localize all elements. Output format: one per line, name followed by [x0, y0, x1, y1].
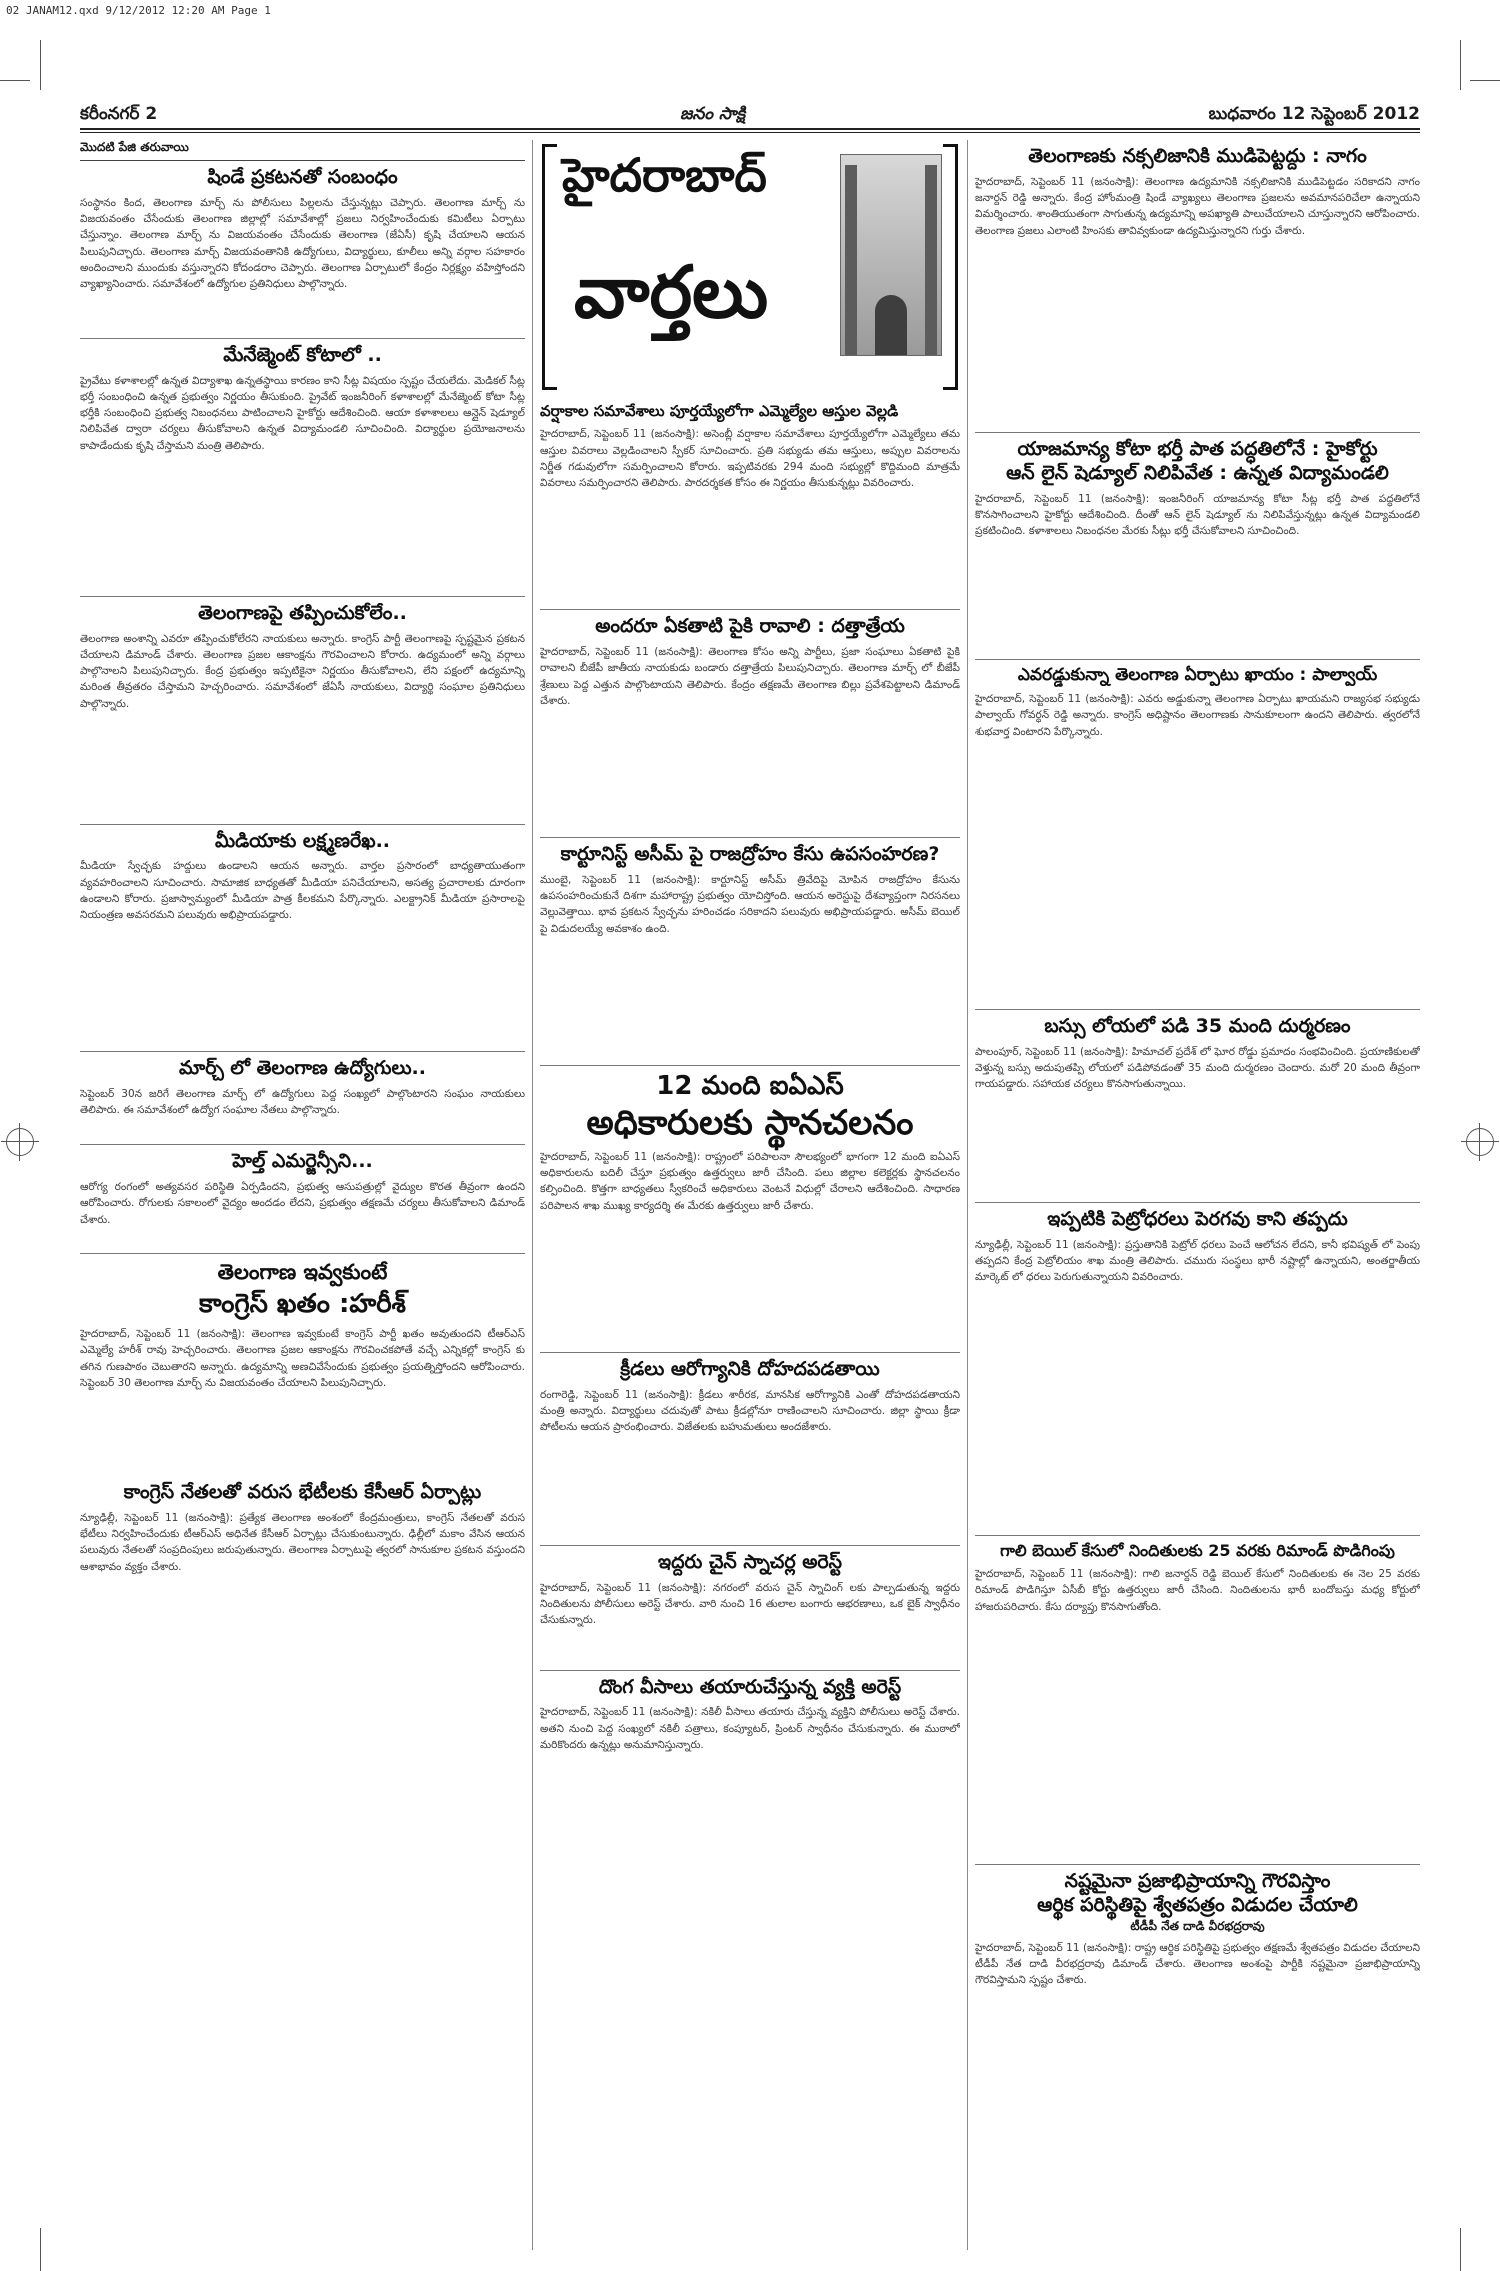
crop-mark — [40, 2228, 41, 2271]
article-kicker-headline: తెలంగాణ ఇవ్వకుంటే — [217, 1260, 388, 1285]
article-divider — [975, 1009, 1420, 1010]
article-body: న్యూఢిల్లీ, సెప్టెంబర్ 11 (జనంసాక్షి): ప్రత్యేక తెలంగాణ అంశంలో కేంద్రమంత్రులు, కాంగ్రెస్ నేతలతో వరుస భేటీలు నిర్వహించేందుకు టీఆర్ఎస్ అధినేత కేసీఆర్ ఏర్పాట్లు చేసుకుంటున్నారు. ఢిల్లీలో మకాం వేసిన ఆయన పలువురు నేతలతో సంప్రదింపులు జరుపుతున్నారు. తెలంగాణ ఏర్పాటుపై త్వరలో సానుకూల ప్రకటన వస్తుందని ఆశాభావం వ్యక్తం చేశారు. — [80, 1511, 525, 1573]
article-divider — [975, 432, 1420, 433]
article-headline: మీడియాకు లక్ష్మణరేఖ.. — [214, 829, 391, 852]
article-body: హైదరాబాద్, సెప్టెంబర్ 11 (జనంసాక్షి): నకిలీ వీసాలు తయారు చేస్తున్న వ్యక్తిని పోలీసులు అరెస్ట్ చేశారు. అతని నుంచి పెద్ద సంఖ్యలో నకిలీ పత్రాలు, కంప్యూటర్, ప్రింటర్ స్వాధీనం చేసుకున్నారు. ఈ ముఠాలో మరికొందరు ఉన్నట్లు అనుమానిస్తున్నారు. — [540, 1706, 960, 1751]
column-divider — [967, 140, 968, 2250]
column-divider — [532, 140, 533, 2250]
article-headline: అధికారులకు స్థానచలనం — [586, 1102, 914, 1143]
crop-mark — [1460, 40, 1461, 90]
file-slug: 02 JANAM12.qxd 9/12/2012 12:20 AM Page 1 — [6, 4, 271, 17]
article-divider — [540, 609, 960, 610]
charminar-photo — [840, 154, 942, 356]
article-body: హైదరాబాద్, సెప్టెంబర్ 11 (జనంసాక్షి): తెలంగాణ ఉద్యమానికి నక్సలిజానికి ముడిపెట్టడం సరికాదని నాగం జనార్దన్ రెడ్డి అన్నారు. కేంద్ర హోంమంత్రి షిండే వ్యాఖ్యలు తెలంగాణ ప్రజలను అవమానపరిచేలా ఉన్నాయని విమర్శించారు. శాంతియుతంగా సాగుతున్న ఉద్యమాన్ని అపఖ్యాతి పాలుచేయాలని చూస్తున్నారని ఆరోపించారు. తెలంగాణ ప్రజలు ఎలాంటి హింసకు తావివ్వకుండా ఉద్యమిస్తున్నారని గుర్తు చేశారు. — [975, 175, 1420, 237]
article-divider — [540, 1545, 960, 1546]
article-body: హైదరాబాద్, సెప్టెంబర్ 11 (జనంసాక్షి): తెలంగాణ ఇవ్వకుంటే కాంగ్రెస్ పార్టీ ఖతం అవుతుందని టీఆర్ఎస్ ఎమ్మెల్యే హరీశ్ రావు హెచ్చరించారు. తెలంగాణ ప్రజల ఆకాంక్షను గౌరవించకపోతే వచ్చే ఎన్నికల్లో కాంగ్రెస్ కు తగిన గుణపాఠం చెబుతారని అన్నారు. ఉద్యమాన్ని అణచివేసేందుకు ప్రభుత్వం ప్రయత్నిస్తోందని ఆరోపించారు. సెప్టెంబర్ 30 తెలంగాణ మార్చ్ ను విజయవంతం చేయాలని పిలుపునిచ్చారు. — [80, 1328, 525, 1389]
crop-mark — [40, 40, 41, 90]
article-headline: వర్షాకాల సమావేశాలు పూర్తయ్యేలోగా ఎమ్మెల్యేల ఆస్తుల వెల్లడి — [540, 402, 899, 420]
newspaper-logo: జనం సాక్షి — [680, 104, 746, 124]
article-headline: ఎవరడ్డుకున్నా తెలంగాణ ఏర్పాటు ఖాయం : పాల్వాయ్ — [1017, 664, 1378, 685]
article-headline: షిండే ప్రకటనతో సంబంధం — [207, 166, 398, 188]
article-headline: క్రీడలు ఆరోగ్యానికి దోహదపడతాయి — [620, 1357, 880, 1380]
article-body: హైదరాబాద్, సెప్టెంబర్ 11 (జనంసాక్షి): అసెంబ్లీ వర్షాకాల సమావేశాలు పూర్తయ్యేలోగా ఎమ్మెల్యేలు తమ ఆస్తుల వివరాలు వెల్లడించాలని స్పీకర్ సూచించారు. ప్రతి సభ్యుడు తమ ఆస్తులు, అప్పుల వివరాలను నిర్ణీత గడువులోగా సమర్పించాలని కోరారు. ఇప్పటివరకు 294 మంది సభ్యుల్లో కొద్దిమంది మాత్రమే వివరాలు సమర్పించారని తెలిపారు. పారదర్శకత కోసం ఈ నిర్ణయం తీసుకున్నట్లు వివరించారు. — [540, 428, 960, 490]
article-body: ప్రైవేటు కళాశాలల్లో ఉన్నత విద్యాశాఖ ఉన్నతస్థాయి కారణం కాని సీట్ల విషయం స్పష్టం చేయలేదు. మెడికల్ సీట్ల భర్తీ సంబంధించి ఉన్నత ప్రభుత్వం నిర్ణయం తీసుకుంది. ప్రైవేట్ ఇంజనీరింగ్ కళాశాలల్లో మేనేజ్మెంట్ కోటా సీట్ల భర్తీకి సంబంధించి ప్రభుత్వ నిబంధనలు పాటించాలని హైకోర్టు ఆదేశించింది. ఆయా కళాశాలలు ఆన్లైన్ షెడ్యూల్ నిలిపివేత ద్వారా చర్యలు తీసుకోవాలని ఉన్నత విద్యామండలి సూచించింది. విద్యార్థుల ప్రయోజనాలను కాపాడేందుకు కృషి చేస్తామని మంత్రి తెలిపారు. — [80, 374, 525, 452]
article-divider — [80, 596, 525, 597]
arch-shape — [875, 295, 907, 355]
article — [80, 345, 525, 588]
article-headline: దొంగ వీసాలు తయారుచేస్తున్న వ్యక్తి అరెస్ట్ — [598, 1675, 902, 1698]
article-headline: తెలంగాణకు నక్సలిజానికి ముడిపెట్టద్దు : నాగం — [1028, 145, 1367, 167]
article-headline: నష్టమైనా ప్రజాభిప్రాయాన్ని గౌరవిస్తాం — [1064, 1870, 1331, 1893]
article-body: రంగారెడ్డి, సెప్టెంబర్ 11 (జనంసాక్షి): క్రీడలు శారీరక, మానసిక ఆరోగ్యానికి ఎంతో దోహదపడతాయని మంత్రి అన్నారు. విద్యార్థులు చదువుతో పాటు క్రీడల్లోనూ రాణించాలని సూచించారు. జిల్లా స్థాయి క్రీడా పోటీలను ఆయన ప్రారంభించారు. విజేతలకు బహుమతులు అందజేశారు. — [540, 1388, 960, 1434]
article-body: తెలంగాణ అంశాన్ని ఎవరూ తప్పించుకోలేరని నాయకులు అన్నారు. కాంగ్రెస్ పార్టీ తెలంగాణపై స్పష్టమైన ప్రకటన చేయాలని డిమాండ్ చేశారు. తెలంగాణ ప్రజల ఆకాంక్షను గౌరవించాలని కోరారు. ఉద్యమంలో అన్ని వర్గాలు పాల్గొనాలని పిలుపునిచ్చారు. కేంద్ర ప్రభుత్వం ఇప్పటికైనా నిర్ణయం తీసుకోవాలని, లేని పక్షంలో ఉద్యమాన్ని మరింత తీవ్రతరం చేస్తామని హెచ్చరించారు. సమావేశంలో జేఏసీ నాయకులు, విద్యార్థి సంఘాల ప్రతినిధులు పాల్గొన్నారు. — [80, 632, 525, 710]
article-headline: బస్సు లోయలో పడి 35 మంది దుర్మరణం — [1044, 1015, 1351, 1038]
article — [540, 1552, 960, 1662]
article — [975, 146, 1420, 424]
registration-mark-icon — [6, 1128, 34, 1156]
article — [80, 1151, 525, 1245]
article — [540, 616, 960, 829]
article-headline: ఇద్దరు చైన్ స్నాచర్ల అరెస్ట్ — [657, 1550, 843, 1573]
column-center — [540, 140, 960, 2250]
article-body: మీడియా స్వేచ్ఛకు హద్దులు ఉండాలని ఆయన అన్నారు. వార్తల ప్రసారంలో బాధ్యతాయుతంగా వ్యవహరించాలని సూచించారు. సామాజిక బాధ్యతతో మీడియా పనిచేయాలని, అసత్య ప్రచారాలకు దూరంగా ఉండాలని కోరారు. ప్రజాస్వామ్యంలో మీడియా పాత్ర కీలకమని పేర్కొన్నారు. ఎలక్ట్రానిక్ మీడియా ప్రసారాలపై నియంత్రణ అవసరమని పలువురు అభిప్రాయపడ్డారు. — [80, 860, 525, 922]
column-left — [80, 140, 525, 2250]
article — [80, 831, 525, 1044]
page-masthead — [80, 104, 1420, 126]
article-kicker-headline: 12 మంది ఐఏఎస్ — [656, 1070, 844, 1101]
article — [80, 1260, 525, 1474]
article-divider — [975, 1202, 1420, 1203]
article — [975, 666, 1420, 1002]
article — [540, 1677, 960, 1870]
banner-title-line1: హైదరాబాద్ — [562, 148, 767, 202]
article — [975, 1871, 1420, 2090]
article-headline: హెల్త్ ఎమర్జెన్సీని... — [232, 1150, 373, 1173]
banner-bracket-right — [943, 144, 958, 390]
article-headline: కాంగ్రెస్ నేతలతో వరుస భేటీలకు కేసీఆర్ ఏర్పాట్లు — [123, 1481, 482, 1504]
article-subheadline: ఆర్థిక పరిస్థితిపై శ్వేతపత్రం విడుదల చేయాలి — [1037, 1894, 1358, 1916]
banner-title-line2: వార్తలు — [574, 250, 769, 334]
article-body: హైదరాబాద్, సెప్టెంబర్ 11 (జనంసాక్షి): ఇంజనీరింగ్ యాజమాన్య కోటా సీట్ల భర్తీ పాత పద్ధతిలోనే కొనసాగించాలని హైకోర్టు ఆదేశించింది. దీంతో ఆన్ లైన్ షెడ్యూల్ ను నిలిపివేస్తున్నట్లు ఉన్నత విద్యామండలి ప్రకటించింది. కళాశాలలు నిబంధనల మేరకు సీట్లు భర్తీ చేసుకోవాలని సూచించింది. — [975, 492, 1420, 538]
article-headline: కార్టూనిస్ట్ అసీమ్ పై రాజద్రోహం కేసు ఉపసంహరణ? — [560, 843, 940, 866]
article-divider — [975, 659, 1420, 660]
article — [540, 844, 960, 1057]
article-body: పాలంపూర్, సెప్టెంబర్ 11 (జనంసాక్షి): హిమాచల్ ప్రదేశ్ లో ఘోర రోడ్డు ప్రమాదం సంభవించింది. ప్రయాణికులతో వెళ్తున్న బస్సు అదుపుతప్పి లోయలో పడిపోవడంతో 35 మంది దుర్మరణం చెందారు. మరో 20 మంది తీవ్రంగా గాయపడ్డారు. సహాయక చర్యలు కొనసాగుతున్నాయి. — [975, 1045, 1420, 1091]
article-body: ఆరోగ్య రంగంలో అత్యవసర పరిస్థితి ఏర్పడిందని, ప్రభుత్వ ఆసుపత్రుల్లో వైద్యుల కొరత తీవ్రంగా ఉందని ఆరోపించారు. రోగులకు సకాలంలో వైద్యం అందడం లేదని, ప్రభుత్వం తక్షణమే చర్యలు తీసుకోవాలని డిమాండ్ చేశారు. — [80, 1181, 525, 1226]
crop-mark — [0, 80, 30, 81]
section-label: కరీంనగర్ 2 — [80, 104, 158, 124]
article-headline: అందరూ ఏకతాటి పైకి రావాలి : దత్తాత్రేయ — [595, 615, 905, 638]
article-body: న్యూఢిల్లీ, సెప్టెంబర్ 11 (జనంసాక్షి): ప్రస్తుతానికి పెట్రోల్ ధరలు పెంచే ఆలోచన లేదని, కానీ భవిష్యత్ లో పెంపు తప్పదని కేంద్ర పెట్రోలియం శాఖ మంత్రి తెలిపారు. చమురు సంస్థలు భారీ నష్టాల్లో ఉన్నాయని, అంతర్జాతీయ మార్కెట్ లో ధరలు పెరుగుతున్నాయని వివరించారు. — [975, 1238, 1420, 1284]
article-divider — [540, 837, 960, 838]
article-headline: ఇప్పటికి పెట్రోధరలు పెరగవు కాని తప్పదు — [1047, 1207, 1348, 1230]
banner-bracket-left — [542, 144, 557, 390]
article-headline: యాజమాన్య కోటా భర్తీ పాత పద్ధతిలోనే : హైకోర్టు — [1017, 437, 1378, 460]
article-headline: కాంగ్రెస్ ఖతం :హరీశ్ — [199, 1289, 406, 1320]
article-divider — [80, 824, 525, 825]
article-headline: గాలి బెయిల్ కేసులో నిందితులకు 25 వరకు రిమాండ్ పొడిగింపు — [1000, 1540, 1395, 1560]
article-body: సంస్థానం కింద, తెలంగాణ మార్చ్ ను పోలీసులు పిల్లలను చేస్తున్నట్లు చెప్పారు. తెలంగాణ మార్చ్ ను విజయవంతం చేసేందుకు తెలంగాణ జిల్లాల్లో సమావేశాల్లో ప్రజలు నిర్వహించేందుకు కమిటీలు ఏర్పాటు చేస్తున్నాం. తెలంగాణ మార్చ్ ను విజయవంతం చేసేందుకు తెలంగాణ (జేఏసీ) కృషి చేయాలని ఆయన పిలుపునిచ్చారు. తెలంగాణ మార్చ్ విజయవంతానికి ఉద్యోగులు, విద్యార్థులు, కూలీలు అన్ని వర్గాల సహకారం అందించాలని ముందుకు వస్తున్నారని కోదండరాం చెప్పారు. తెలంగాణ ఏర్పాటులో కేంద్రం నిర్లక్ష్యం వహిస్తోందని వ్యాఖ్యానించారు. సమావేశంలో ఉద్యోగుల ప్రతినిధులు పాల్గొన్నారు. — [80, 196, 525, 291]
article — [80, 603, 525, 816]
article-divider — [80, 1051, 525, 1052]
article — [540, 1359, 960, 1537]
article-divider — [975, 1864, 1420, 1865]
article-body: హైదరాబాద్, సెప్టెంబర్ 11 (జనంసాక్షి): ఎవరు అడ్డుకున్నా తెలంగాణ ఏర్పాటు ఖాయమని రాజ్యసభ సభ్యుడు పాల్వాయ్ గోవర్ధన్ రెడ్డి అన్నారు. కాంగ్రెస్ అధిష్టానం తెలంగాణకు సానుకూలంగా ఉందని తెలిపారు. త్వరలోనే శుభవార్త వింటారని పేర్కొన్నారు. — [975, 693, 1420, 738]
article — [975, 1209, 1420, 1527]
crop-mark — [1470, 80, 1500, 81]
crop-mark — [1460, 2228, 1461, 2271]
article-body: సెప్టెంబర్ 30న జరిగే తెలంగాణ మార్చ్ లో ఉద్యోగులు పెద్ద సంఖ్యలో పాల్గొంటారని సంఘం నాయకులు తెలిపారు. ఈ సమావేశంలో ఉద్యోగ సంఘాల నేతలు పాల్గొన్నారు. — [80, 1088, 525, 1117]
article-divider — [80, 1253, 525, 1254]
article-body: ముంబై, సెప్టెంబర్ 11 (జనంసాక్షి): కార్టూనిస్ట్ అసీమ్ త్రివేదిపై మోపిన రాజద్రోహం కేసును ఉపసంహరించుకునే దిశగా మహారాష్ట్ర ప్రభుత్వం యోచిస్తోంది. ఆయన అరెస్టుపై దేశవ్యాప్తంగా నిరసనలు వెల్లువెత్తాయి. భావ ప్రకటన స్వేచ్ఛను హరించడం సరికాదని పలువురు అభిప్రాయపడ్డారు. అసీమ్ బెయిల్ పై విడుదలయ్యే అవకాశం ఉంది. — [540, 873, 960, 935]
article-divider — [80, 338, 525, 339]
article-body: హైదరాబాద్, సెప్టెంబర్ 11 (జనంసాక్షి): రాష్ట్రంలో పరిపాలనా సౌలభ్యంలో భాగంగా 12 మంది ఐఏఎస్ అధికారులను బదిలీ చేస్తూ ప్రభుత్వం ఉత్తర్వులు జారీ చేసింది. పలు జిల్లాల కలెక్టర్లకు స్థానచలనం కల్పించింది. కొత్తగా బాధ్యతలు స్వీకరించే అధికారులు వెంటనే విధుల్లో చేరాలని ఆదేశించింది. సాధారణ పరిపాలన శాఖ ముఖ్య కార్యదర్శి ఈ మేరకు ఉత్తర్వులు జారీ చేశారు. — [540, 1150, 960, 1212]
article-body: హైదరాబాద్, సెప్టెంబర్ 11 (జనంసాక్షి): నగరంలో వరుస చైన్ స్నాచింగ్ లకు పాల్పడుతున్న ఇద్దరు నిందితులను పోలీసులు అరెస్ట్ చేశారు. వారి నుంచి 16 తులాల బంగారు ఆభరణాలు, ఒక బైక్ స్వాధీనం చేసుకున్నారు. — [540, 1581, 960, 1627]
article — [540, 403, 960, 601]
article-divider — [975, 1535, 1420, 1536]
continuation-kicker: మొదటి పేజి తరువాయి — [80, 140, 525, 161]
article — [540, 1072, 960, 1344]
article-divider — [80, 1144, 525, 1145]
article-byline: టీడీపీ నేత దాడి వీరభద్రరావు — [1130, 1918, 1265, 1933]
article — [80, 1482, 525, 1725]
masthead-rule — [80, 128, 1420, 130]
article-body: హైదరాబాద్, సెప్టెంబర్ 11 (జనంసాక్షి): తెలంగాణ కోసం అన్ని పార్టీలు, ప్రజా సంఘాలు ఏకతాటి పైకి రావాలని బీజేపీ జాతీయ నాయకుడు బండారు దత్తాత్రేయ పిలుపునిచ్చారు. తెలంగాణ మార్చ్ లో బీజేపీ శ్రేణులు పెద్ద ఎత్తున పాల్గొంటాయని తెలిపారు. కేంద్రం తక్షణమే తెలంగాణ బిల్లు ప్రవేశపెట్టాలని డిమాండ్ చేశారు. — [540, 646, 960, 707]
minaret-shape — [925, 165, 937, 355]
article-body: హైదరాబాద్, సెప్టెంబర్ 11 (జనంసాక్షి): గాలి జనార్దన్ రెడ్డి బెయిల్ కేసులో నిందితులకు ఈ నెల 25 వరకు రిమాండ్ పొడిగిస్తూ ఏసీబీ కోర్టు ఉత్తర్వులు జారీ చేసింది. నిందితులను భారీ బందోబస్తు మధ్య కోర్టులో హాజరుపరిచారు. కేసు దర్యాప్తు కొనసాగుతోంది. — [975, 1568, 1420, 1613]
column-right — [975, 140, 1420, 2250]
article-subheadline: ఆన్ లైన్ షెడ్యూల్ నిలిపివేత : ఉన్నత విద్యామండలి — [1006, 461, 1389, 484]
hyderabad-news-banner — [540, 140, 960, 395]
article-headline: మార్చ్ లో తెలంగాణ ఉద్యోగులు.. — [179, 1057, 426, 1080]
article-headline: తెలంగాణపై తప్పించుకోలేం.. — [198, 601, 407, 624]
article — [975, 1016, 1420, 1194]
article — [975, 1542, 1420, 1856]
issue-date: బుధవారం 12 సెప్టెంబర్ 2012 — [1208, 104, 1420, 124]
article — [80, 1058, 525, 1136]
article-divider — [540, 1670, 960, 1671]
article-headline: మేనేజ్మెంట్ కోటాలో .. — [223, 343, 382, 366]
article-divider — [540, 1065, 960, 1066]
minaret-shape — [845, 165, 857, 355]
masthead-rule-thin — [80, 132, 1420, 133]
article-divider — [540, 1352, 960, 1353]
article-body: హైదరాబాద్, సెప్టెంబర్ 11 (జనంసాక్షి): రాష్ట్ర ఆర్థిక పరిస్థితిపై ప్రభుత్వం తక్షణమే శ్వేతపత్రం విడుదల చేయాలని టీడీపీ నేత దాడి వీరభద్రరావు డిమాండ్ చేశారు. తెలంగాణ అంశంపై పార్టీకి నష్టమైనా ప్రజాభిప్రాయాన్ని గౌరవిస్తామని స్పష్టం చేశారు. — [975, 1941, 1420, 1987]
article — [975, 439, 1420, 651]
registration-mark-icon — [1466, 1128, 1494, 1156]
article — [80, 167, 525, 330]
